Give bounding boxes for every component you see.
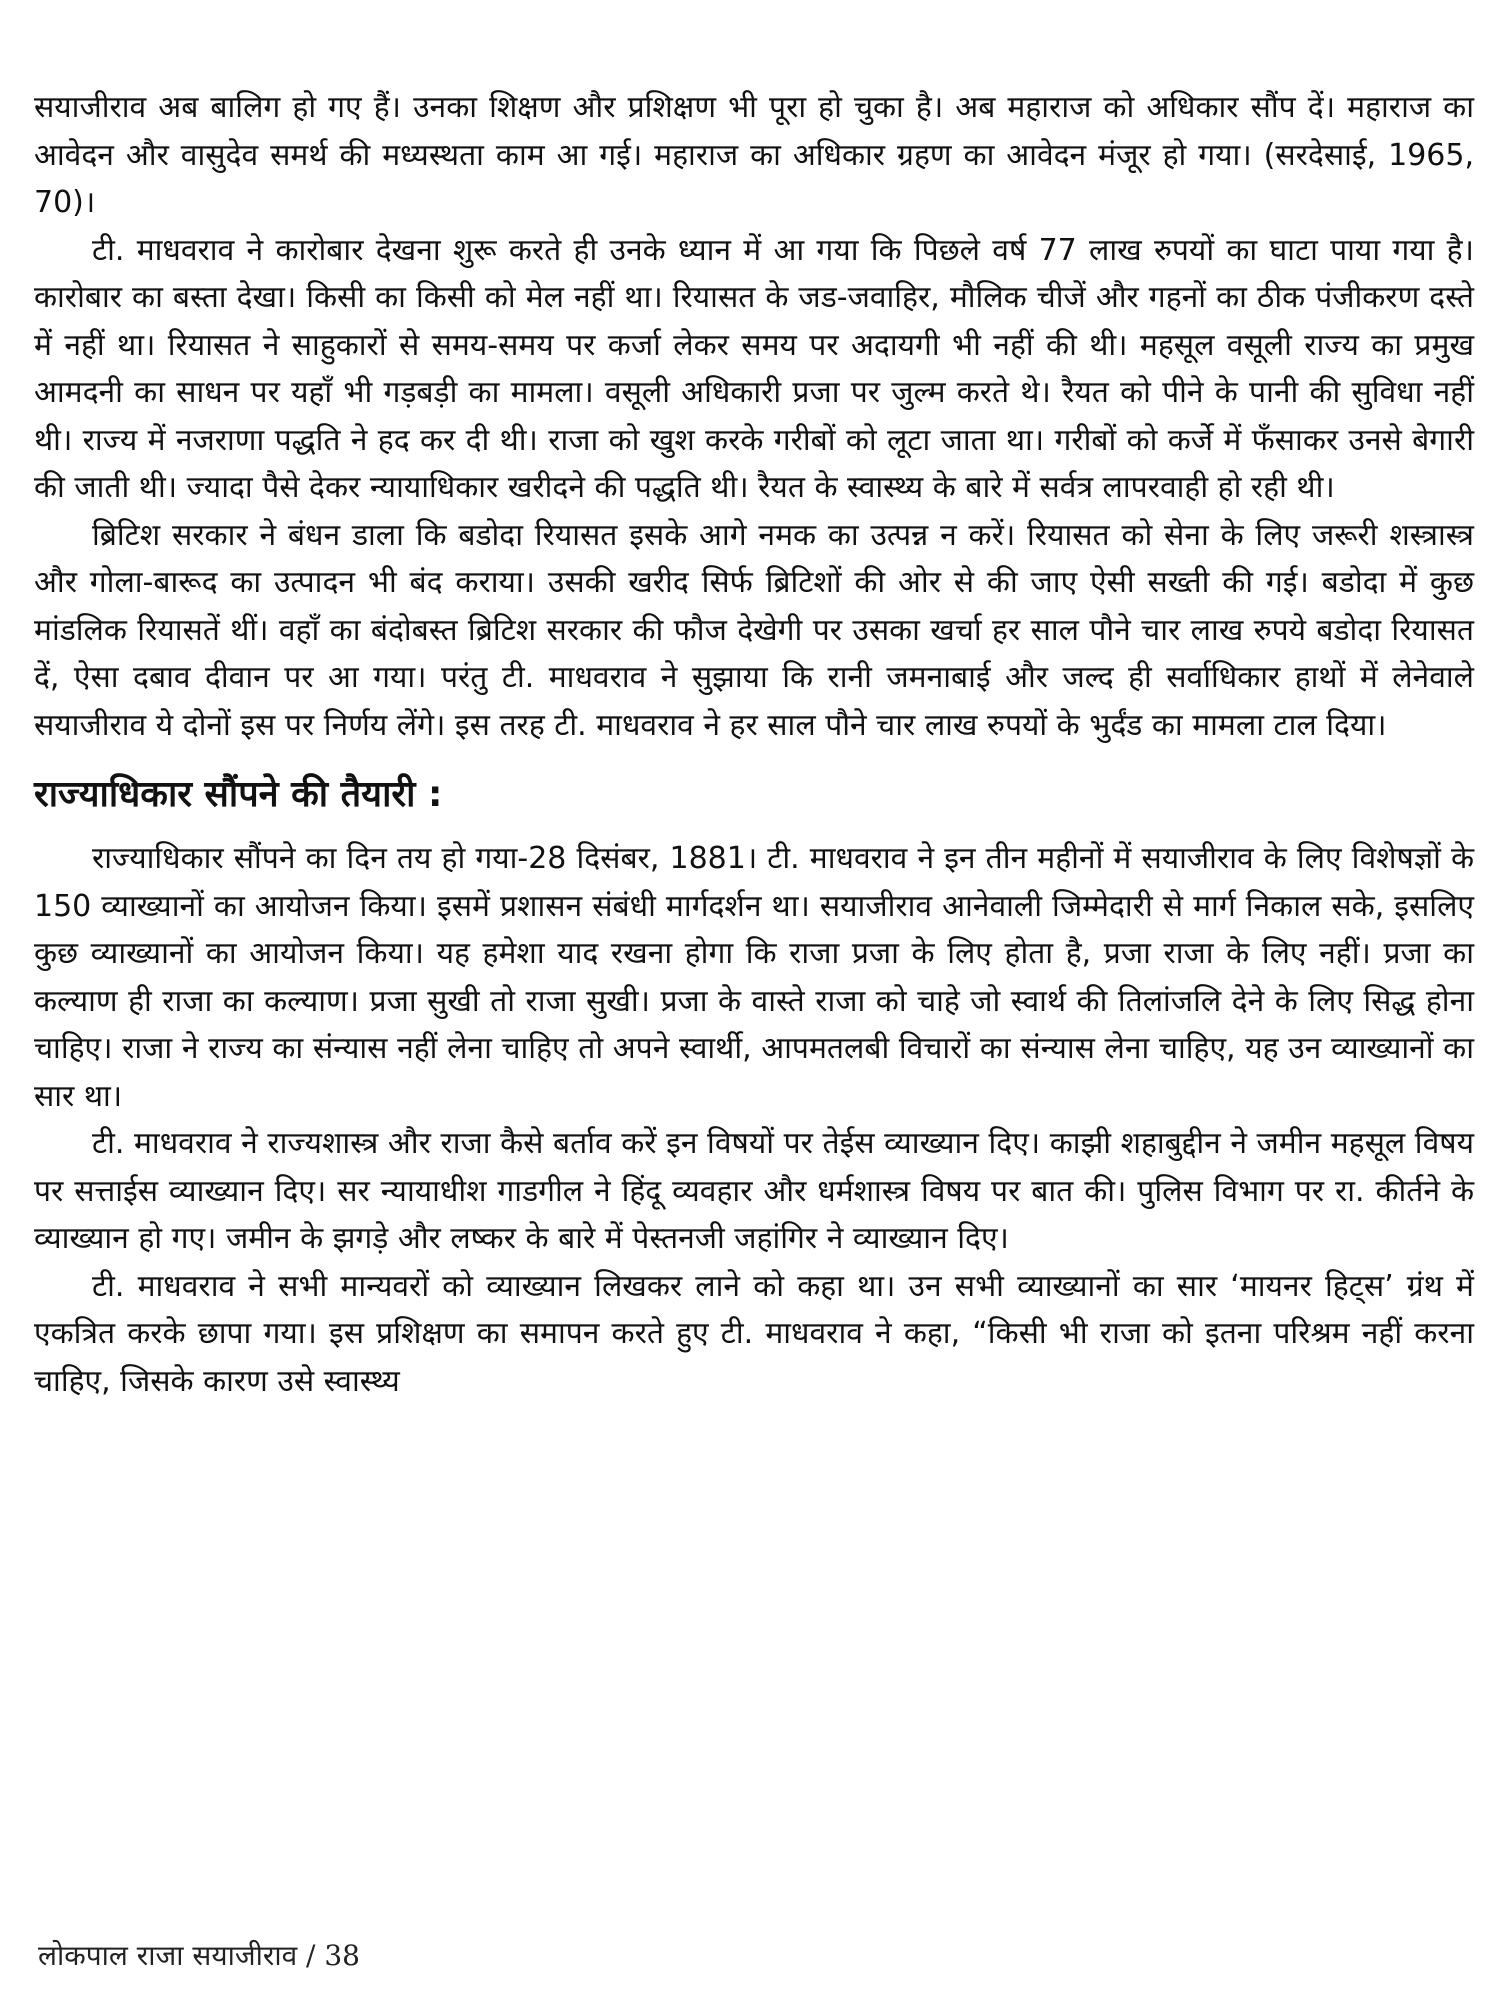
paragraph-5: टी. माधवराव ने राज्यशास्त्र और राजा कैसे बर्ताव करें इन विषयों पर तेईस व्याख्यान दिए। काझी शहाबुद्दीन ने जमीन महसूल विषय पर सत्ताईस व्याख्यान दिए। सर न्यायाधीश गाडगील ने हिंदू व्यवहार और धर्मशास्त्र विषय पर बात की। पुलिस विभाग पर रा. कीर्तने के व्याख्यान हो गए। जमीन के झगड़े और लष्कर के बारे में पेस्तनजी जहांगिर ने व्याख्यान दिए। bbox=[34, 1126, 1474, 1256]
paragraph-1: सयाजीराव अब बालिग हो गए हैं। उनका शिक्षण और प्रशिक्षण भी पूरा हो चुका है। अब महाराज को अधिकार सौंप दें। महाराज का आवेदन और वासुदेव समर्थ की मध्यस्थता काम आ गई। महाराज का अधिकार ग्रहण का आवेदन मंजूर हो गया। (सरदेसाई, 1965, 70)। bbox=[34, 90, 1474, 220]
paragraph-4: राज्याधिकार सौंपने का दिन तय हो गया-28 दिसंबर, 1881। टी. माधवराव ने इन तीन महीनों में सयाजीराव के लिए विशेषज्ञों के 150 व्याख्यानों का आयोजन किया। इसमें प्रशासन संबंधी मार्गदर्शन था। सयाजीराव आनेवाली जिम्मेदारी से मार्ग निकाल सके, इसलिए कुछ व्याख्यानों का आयोजन किया। यह हमेशा याद रखना होगा कि राजा प्रजा के लिए होता है, प्रजा राजा के लिए नहीं। प्रजा का कल्याण ही राजा का कल्याण। प्रजा सुखी तो राजा सुखी। प्रजा के वास्ते राजा को चाहे जो स्वार्थ की तिलांजलि देने के लिए सिद्ध होना चाहिए। राजा ने राज्य का संन्यास नहीं लेना चाहिए तो अपने स्वार्थी, आपमतलबी विचारों का संन्यास लेना चाहिए, यह उन व्याख्यानों का सार था। bbox=[34, 841, 1474, 1114]
paragraph-2: टी. माधवराव ने कारोबार देखना शुरू करते ही उनके ध्यान में आ गया कि पिछले वर्ष 77 लाख रुपयों का घाटा पाया गया है। कारोबार का बस्ता देखा। किसी का किसी को मेल नहीं था। रियासत के जड-जवाहिर, मौलिक चीजें और गहनों का ठीक पंजीकरण दस्ते में नहीं था। रियासत ने साहुकारों से समय-समय पर कर्जा लेकर समय पर अदायगी भी नहीं की थी। महसूल वसूली राज्य का प्रमुख आमदनी का साधन पर यहाँ भी गड़बड़ी का मामला। वसूली अधिकारी प्रजा पर जुल्म करते थे। रैयत को पीने के पानी की सुविधा नहीं थी। राज्य में नजराणा पद्धति ने हद कर दी थी। राजा को खुश करके गरीबों को लूटा जाता था। गरीबों को कर्जे में फँसाकर उनसे बेगारी की जाती थी। ज्यादा पैसे देकर न्यायाधिकार खरीदने की पद्धति थी। रैयत के स्वास्थ्य के बारे में सर्वत्र लापरवाही हो रही थी। bbox=[34, 232, 1474, 505]
paragraph-6: टी. माधवराव ने सभी मान्यवरों को व्याख्यान लिखकर लाने को कहा था। उन सभी व्याख्यानों का सार ‘मायनर हिट्स’ ग्रंथ में एकत्रित करके छापा गया। इस प्रशिक्षण का समापन करते हुए टी. माधवराव ने कहा, “किसी भी राजा को इतना परिश्रम नहीं करना चाहिए, जिसके कारण उसे स्वास्थ्य bbox=[34, 1268, 1474, 1399]
paragraph-3: ब्रिटिश सरकार ने बंधन डाला कि बडोदा रियासत इसके आगे नमक का उत्पन्न न करें। रियासत को सेना के लिए जरूरी शस्त्रास्त्र और गोला-बारूद का उत्पादन भी बंद कराया। उसकी खरीद सिर्फ ब्रिटिशों की ओर से की जाए ऐसी सख्ती की गई। बडोदा में कुछ मांडलिक रियासतें थीं। वहाँ का बंदोबस्त ब्रिटिश सरकार की फौज देखेगी पर उसका खर्चा हर साल पौने चार लाख रुपये बडोदा रियासत दें, ऐसा दबाव दीवान पर आ गया। परंतु टी. माधवराव ने सुझाया कि रानी जमनाबाई और जल्द ही सर्वाधिकार हाथों में लेनेवाले सयाजीराव ये दोनों इस पर निर्णय लेंगे। इस तरह टी. माधवराव ने हर साल पौने चार लाख रुपयों के भुर्दंड का मामला टाल दिया। bbox=[34, 517, 1474, 743]
page-footer: लोकपाल राजा सयाजीराव / 38 bbox=[38, 1939, 360, 1972]
section-heading: राज्याधिकार सौंपने की तैयारी : bbox=[34, 774, 443, 815]
page-body bbox=[34, 84, 1474, 1405]
